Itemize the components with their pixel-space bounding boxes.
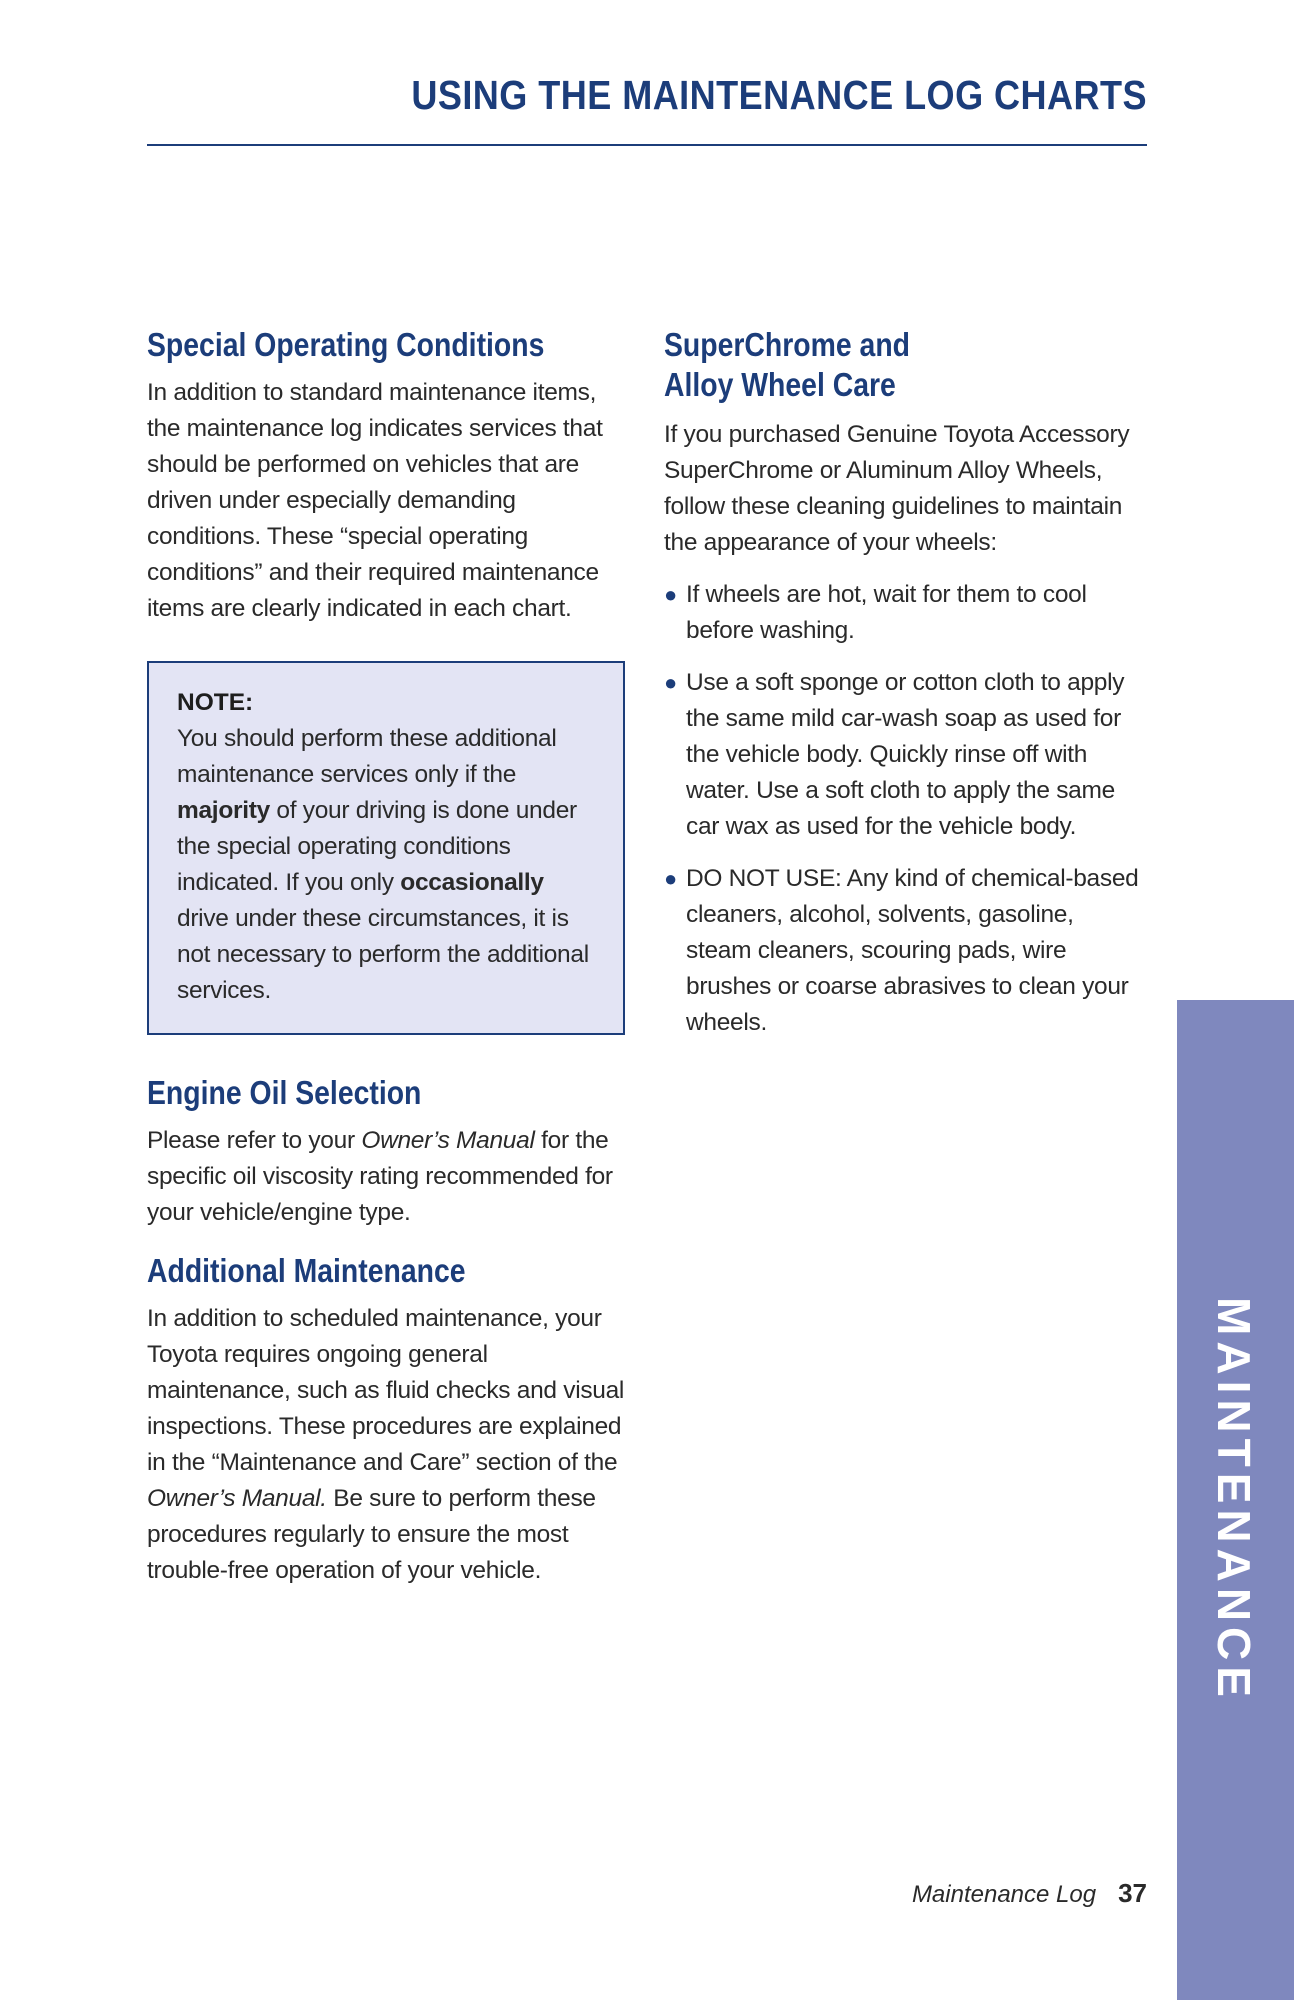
engine-oil-text-1: Please refer to your (147, 1127, 362, 1154)
bullet-icon: ● (664, 670, 677, 695)
superchrome-heading-line2: Alloy Wheel Care (664, 366, 896, 403)
superchrome-intro: If you purchased Genuine Toyota Accessory SuperChrome or Aluminum Alloy Wheels, follow these cleaning guidelines to maintain the appearance of your wheels: (664, 421, 1130, 556)
list-item-text: DO NOT USE: Any kind of chemical-based cleaners, alcohol, solvents, gasoline, steam cleaners, scouring pads, wire brushes or coarse abrasives to clean your wheels. (686, 865, 1139, 1036)
section-side-tab-label: MAINTENANCE (1208, 1297, 1260, 1703)
note-bold-occasionally: occasionally (400, 869, 544, 896)
wheel-care-list (664, 577, 1144, 1041)
left-column (147, 325, 632, 1589)
page-footer (912, 1878, 1147, 1909)
note-label: NOTE: (177, 689, 254, 716)
additional-maintenance-body (147, 1301, 632, 1589)
title-divider (147, 144, 1147, 146)
right-column (664, 325, 1144, 1057)
special-operating-body: In addition to standard maintenance items, the maintenance log indicates services that should be performed on vehicles that are driven under especially demanding conditions. These “special operating conditions” and their required maintenance items are clearly indicated in each chart. (147, 379, 603, 622)
list-item (664, 861, 1144, 1041)
note-text-3: drive under these circumstances, it is not necessary to perform the additional services. (177, 905, 589, 1004)
additional-maintenance-heading: Additional Maintenance (147, 1252, 466, 1289)
list-item (664, 577, 1144, 649)
footer-section-label: Maintenance Log (911, 1881, 1097, 1908)
engine-oil-manual-title: Owner’s Manual (361, 1127, 535, 1154)
note-body (177, 721, 595, 1009)
bullet-icon: ● (664, 866, 677, 891)
list-item-text: If wheels are hot, wait for them to cool before washing. (686, 581, 1087, 644)
superchrome-heading (664, 325, 1077, 405)
note-bold-majority: majority (177, 797, 270, 824)
spacer (147, 1035, 632, 1073)
list-item (664, 665, 1144, 845)
page-number: 37 (1118, 1878, 1147, 1908)
engine-oil-text-2: for the specific oil viscosity rating recommended for your vehicle/engine type. (147, 1127, 613, 1226)
note-box (147, 661, 625, 1035)
special-operating-heading: Special Operating Conditions (147, 326, 545, 363)
additional-text-1: In addition to scheduled maintenance, your Toyota requires ongoing general maintenance, such as fluid checks and visual inspections. These procedures are explained in the “Maintenance and Care” section of the (147, 1305, 625, 1476)
superchrome-heading-line1: SuperChrome and (664, 326, 911, 363)
additional-manual-title: Owner’s Manual. (147, 1485, 327, 1512)
additional-text-2: Be sure to perform these procedures regularly to ensure the most trouble-free operation of your vehicle. (147, 1485, 596, 1584)
note-text-2: of your driving is done under the special operating conditions indicated. If you only (177, 797, 577, 896)
engine-oil-body (147, 1123, 632, 1231)
engine-oil-heading: Engine Oil Selection (147, 1074, 422, 1111)
page-title: USING THE MAINTENANCE LOG CHARTS (411, 72, 1147, 118)
list-item-text: Use a soft sponge or cotton cloth to apply the same mild car-wash soap as used for the vehicle body. Quickly rinse off with water. Use a soft cloth to apply the same car wax as used for the vehicle body. (686, 669, 1125, 840)
bullet-icon: ● (664, 582, 677, 607)
note-text-1: You should perform these additional maintenance services only if the (177, 725, 557, 788)
spacer (147, 1231, 632, 1251)
